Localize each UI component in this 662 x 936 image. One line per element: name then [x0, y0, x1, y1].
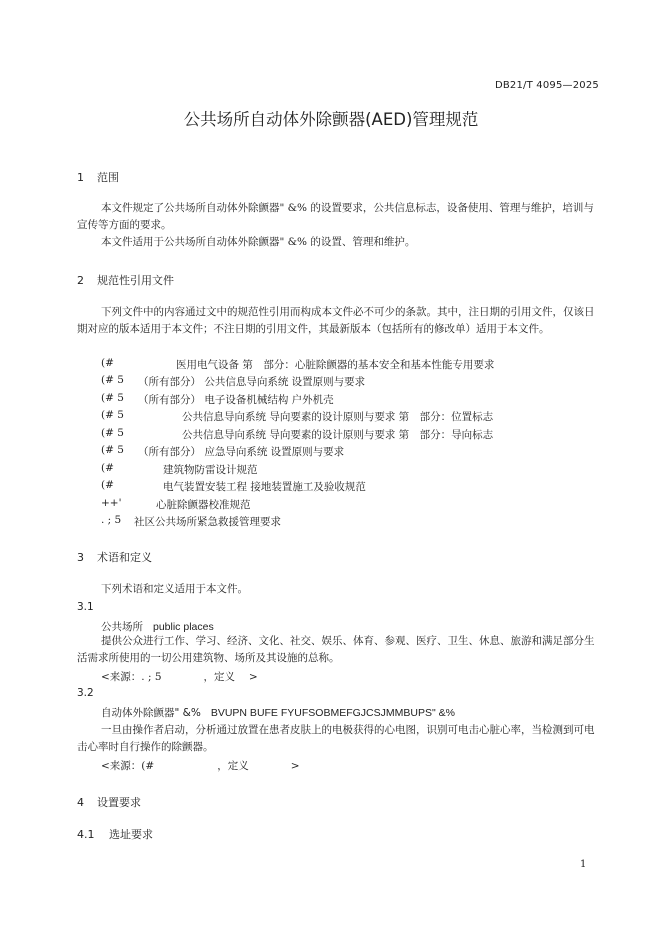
- term-heading: [101, 619, 214, 634]
- reference-title: 电气装置安装工程 接地装置施工及验收规范: [163, 481, 366, 493]
- reference-code: . ; 5: [101, 514, 122, 526]
- section-number: 1: [77, 171, 84, 184]
- term-english: BVUPN BUFE FYUFSOBMEFGJCSJMMBUPS" &%: [210, 707, 455, 719]
- reference-code: (#: [101, 357, 114, 369]
- term-definition: 提供公众进行工作、学习、经济、文化、社交、娱乐、体育、参观、医疗、卫生、休息、旅游和满足部分生活需求所使用的一切公用建筑物、场所及其设施的总称。: [77, 635, 595, 664]
- section-1-paragraph-2: 本文件适用于公共场所自动体外除颤器" &% 的设置、管理和维护。: [101, 236, 416, 248]
- reference-title: 公共信息导向系统 导向要素的设计原则与要求 第 部分：导向标志: [182, 429, 494, 441]
- reference-title: 心脏除颤器校准规范: [156, 499, 251, 511]
- section-3-heading: [77, 549, 152, 565]
- reference-code: ++': [101, 497, 122, 509]
- reference-title: （所有部分） 公共信息导向系统 设置原则与要求: [138, 376, 366, 388]
- section-title: 范围: [97, 171, 119, 184]
- term-english: public places: [153, 621, 214, 633]
- section-title: 设置要求: [97, 796, 141, 809]
- reference-title: （所有部分） 应急导向系统 设置原则与要求: [138, 446, 345, 458]
- subsection-title: 选址要求: [109, 828, 153, 841]
- section-2-intro: 下列文件中的内容通过文中的规范性引用而构成本文件必不可少的条款。其中，注日期的引用文件，仅该日期对应的版本适用于本文件；不注日期的引用文件，其最新版本（包括所有的修改单）适用于本文件。: [77, 306, 595, 335]
- term-source: <来源：. ; 5 ，定义 >: [101, 671, 258, 683]
- reference-title: 公共信息导向系统 导向要素的设计原则与要求 第 部分：位置标志: [182, 411, 494, 423]
- page-title: 公共场所自动体外除颤器(AED)管理规范: [183, 110, 479, 129]
- term-chinese: 自动体外除颤器" &%: [101, 707, 201, 719]
- reference-code: (# 5: [101, 392, 124, 404]
- section-title: 术语和定义: [97, 551, 152, 564]
- section-number: 3: [77, 551, 84, 564]
- term-number: 3.2: [77, 687, 94, 699]
- term-number: 3.1: [77, 601, 94, 613]
- reference-code: (#: [101, 462, 114, 474]
- term-chinese: 公共场所: [101, 621, 143, 633]
- reference-code: (# 5: [101, 409, 124, 421]
- section-title: 规范性引用文件: [97, 274, 174, 287]
- reference-code: (#: [101, 479, 114, 491]
- section-number: 4: [77, 796, 84, 809]
- page-number: 1: [580, 859, 587, 870]
- reference-title: 社区公共场所紧急救援管理要求: [134, 516, 281, 528]
- section-2-heading: [77, 272, 174, 288]
- reference-title: （所有部分） 电子设备机械结构 户外机壳: [138, 394, 334, 406]
- section-number: 2: [77, 274, 84, 287]
- term-heading: [101, 705, 455, 720]
- section-4-heading: [77, 794, 141, 810]
- reference-code: (# 5: [101, 374, 124, 386]
- term-definition: 一旦由操作者启动，分析通过放置在患者皮肤上的电极获得的心电图，识别可电击心脏心率，当检测到可电击心率时自行操作的除颤器。: [77, 724, 595, 753]
- term-source: <来源：(# ，定义 >: [101, 760, 300, 772]
- subsection-number: 4.1: [77, 828, 95, 841]
- subsection-4-1-heading: [77, 826, 153, 842]
- reference-title: 医用电气设备 第 部分：心脏除颤器的基本安全和基本性能专用要求: [176, 359, 495, 371]
- section-1-heading: [77, 169, 119, 185]
- section-3-intro: 下列术语和定义适用于本文件。: [101, 583, 248, 595]
- document-id: DB21/T 4095—2025: [494, 80, 599, 91]
- reference-title: 建筑物防雷设计规范: [163, 464, 258, 476]
- section-1-paragraph-1: 本文件规定了公共场所自动体外除颤器" &% 的设置要求，公共信息标志，设备使用、管理与维护，培训与宣传等方面的要求。: [77, 202, 594, 231]
- reference-code: (# 5: [101, 427, 124, 439]
- reference-code: (# 5: [101, 444, 124, 456]
